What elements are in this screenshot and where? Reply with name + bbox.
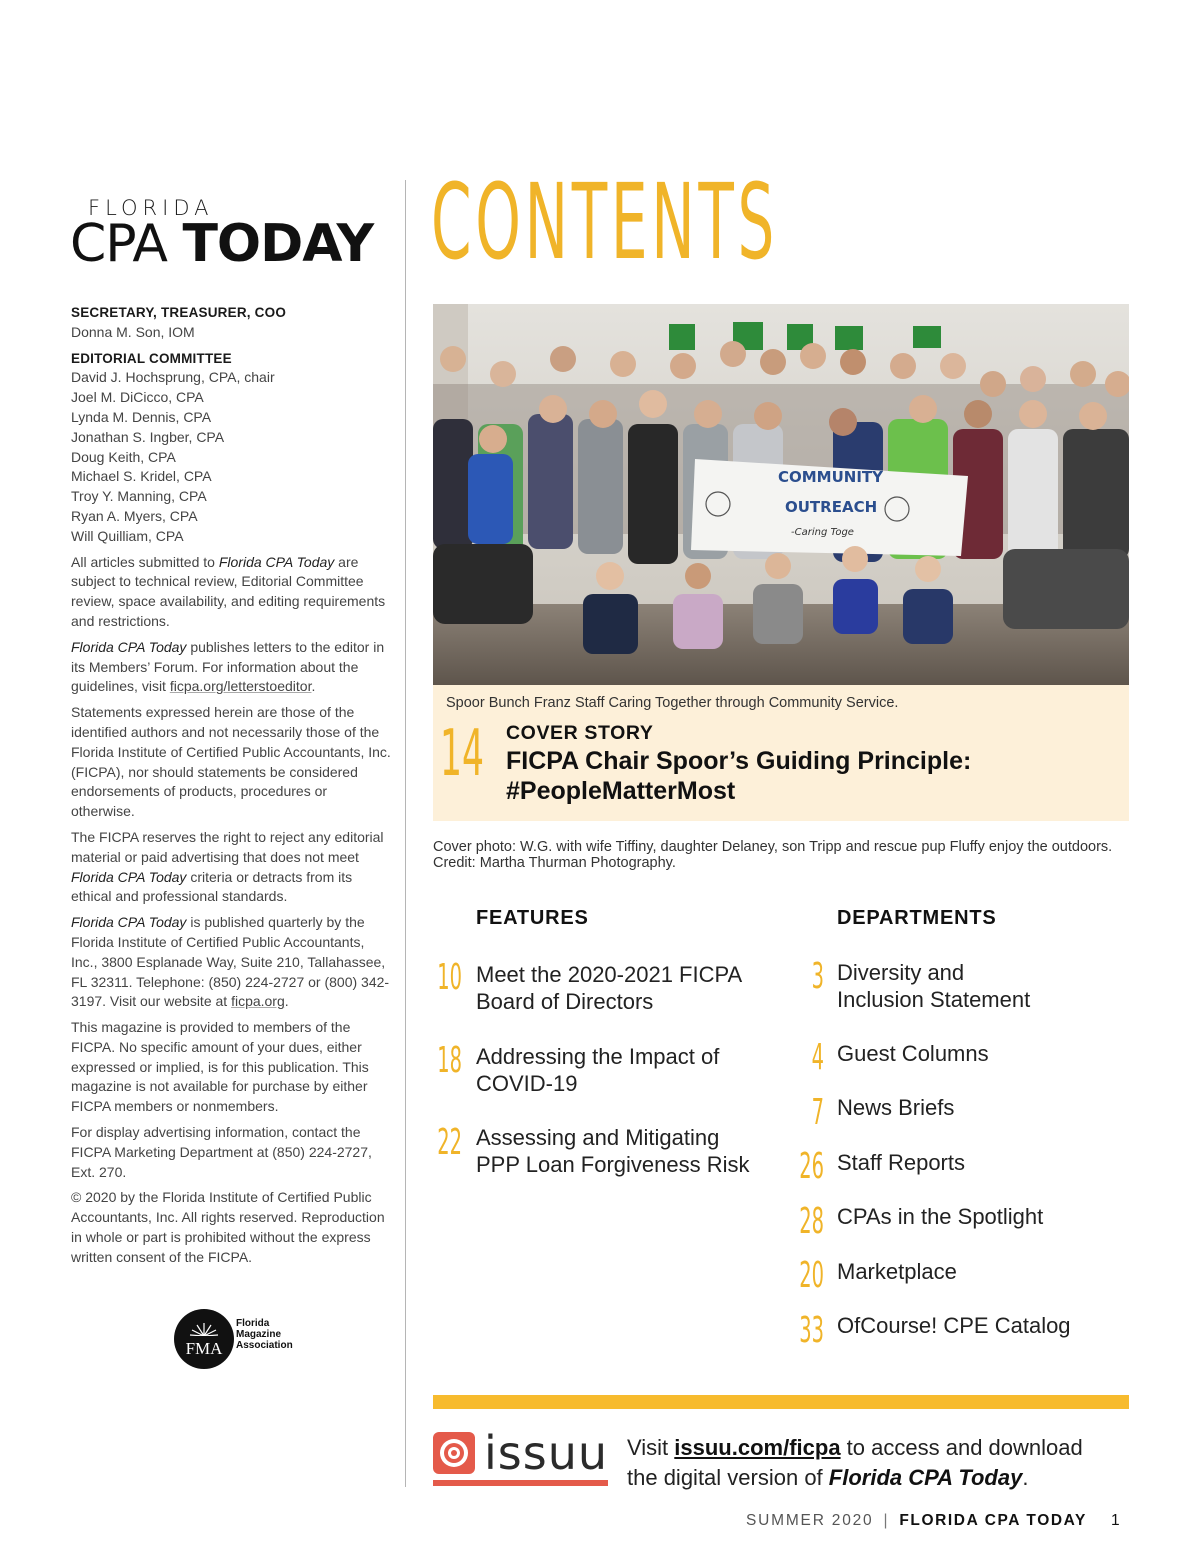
fma-name: Florida Magazine Association <box>236 1318 293 1351</box>
banner-line2: OUTREACH <box>785 498 878 516</box>
copyright: © 2020 by the Florida Institute of Certified Public Accountants, Inc. All rights reserved. Reproduction in whole or part is prohibited without the express written consent of the FICPA. <box>71 1189 385 1265</box>
departments-heading: DEPARTMENTS <box>837 907 997 929</box>
committee-member: Doug Keith, CPA <box>71 448 176 465</box>
logo <box>70 214 373 274</box>
department-item[interactable]: Staff Reports <box>837 1150 965 1175</box>
masthead <box>71 303 393 1268</box>
department-item[interactable]: CPAs in the Spotlight <box>837 1204 1044 1229</box>
fma-badge <box>174 1309 234 1369</box>
department-page-number: 3 <box>811 956 824 997</box>
secretary-name: Donna M. Son, IOM <box>71 323 195 340</box>
cover-story-label: COVER STORY <box>506 722 654 744</box>
committee-member: Joel M. DiCicco, CPA <box>71 389 204 406</box>
department-page-number: 4 <box>811 1037 824 1078</box>
logo-today: TODAY <box>182 214 374 274</box>
feature-page-number: 18 <box>437 1040 462 1081</box>
column-divider <box>405 180 406 1487</box>
feature-page-number: 22 <box>437 1122 462 1163</box>
page-footer: SUMMER 2020 | FLORIDA CPA TODAY 1 <box>746 1512 1122 1529</box>
logo-cpa: CPA <box>70 214 167 274</box>
cover-story-photo[interactable] <box>433 304 1129 685</box>
issuu-wordmark: issuu <box>484 1426 609 1480</box>
features-heading: FEATURES <box>476 907 589 929</box>
page-number: 1 <box>1110 1512 1122 1529</box>
cover-story-page-number: 14 <box>440 717 484 791</box>
department-item[interactable]: Diversity and Inclusion Statement <box>837 960 1031 1012</box>
banner-line3: -Caring Toge <box>791 527 854 538</box>
committee-member: Will Quilliam, CPA <box>71 527 184 544</box>
fma-letters: FMA <box>185 1339 223 1358</box>
committee-member: Michael S. Kridel, CPA <box>71 468 212 485</box>
committee-list <box>71 368 393 546</box>
issuu-logo-icon <box>433 1432 475 1474</box>
accent-bar <box>433 1395 1129 1409</box>
letters-policy: Florida CPA Today publishes letters to the editor in its Members’ Forum. For information about the guidelines, visit ficpa.org/letterstoeditor. <box>71 638 385 695</box>
footer-magazine: FLORIDA CPA TODAY <box>899 1512 1087 1529</box>
issue-season: SUMMER 2020 <box>746 1512 874 1529</box>
website-link[interactable]: ficpa.org <box>231 993 285 1010</box>
membership-note: This magazine is provided to members of the FICPA. No specific amount of your dues, either expressed or implied, is for this publication. This magazine is not available for purchase by either FICPA members or nonmembers. <box>71 1019 369 1115</box>
logo-florida: FLORIDA <box>88 196 214 220</box>
committee-member: Troy Y. Manning, CPA <box>71 488 207 505</box>
cover-photo-credit: Cover photo: W.G. with wife Tiffiny, daughter Delaney, son Tripp and rescue pup Fluffy enjoy the outdoors. Credit: Martha Thurman Photography. <box>433 839 1113 871</box>
cover-story-title[interactable]: FICPA Chair Spoor’s Guiding Principle: #PeopleMatterMost <box>506 747 972 805</box>
committee-member: Jonathan S. Ingber, CPA <box>71 428 225 445</box>
feature-item[interactable]: Assessing and Mitigating PPP Loan Forgiveness Risk <box>476 1125 750 1177</box>
committee-member: Lynda M. Dennis, CPA <box>71 408 212 425</box>
photo-caption: Spoor Bunch Franz Staff Caring Together through Community Service. <box>446 695 899 711</box>
department-page-number: 26 <box>799 1146 824 1187</box>
department-item[interactable]: OfCourse! CPE Catalog <box>837 1313 1071 1338</box>
feature-item[interactable]: Meet the 2020-2021 FICPA Board of Directors <box>476 962 743 1014</box>
committee-member: Ryan A. Myers, CPA <box>71 507 198 524</box>
community-outreach-banner <box>691 459 968 556</box>
issuu-link[interactable]: issuu.com/ficpa <box>674 1435 841 1460</box>
editorial-committee-heading: EDITORIAL COMMITTEE <box>71 350 232 366</box>
department-page-number: 33 <box>799 1310 824 1351</box>
department-item[interactable]: News Briefs <box>837 1095 955 1120</box>
advertising-contact: For display advertising information, contact the FICPA Marketing Department at (850) 224-2727, Ext. 270. <box>71 1124 372 1180</box>
publication-info: Florida CPA Today is published quarterly by the Florida Institute of Certified Public Accountants, Inc., 3800 Esplanade Way, Suite 210, Tallahassee, FL 32311. Telephone: (850) 224-2727 or (800) 342-3197. Visit our website at ficpa.org. <box>71 914 390 1010</box>
letters-link[interactable]: ficpa.org/letterstoeditor <box>169 678 312 695</box>
secretary-heading: SECRETARY, TREASURER, COO <box>71 305 287 320</box>
department-item[interactable]: Marketplace <box>837 1259 957 1284</box>
department-item[interactable]: Guest Columns <box>837 1041 989 1066</box>
issuu-underline <box>433 1480 608 1486</box>
rejection-policy: The FICPA reserves the right to reject any editorial material or paid advertising that does not meet Florida CPA Today criteria or detracts from its ethical and professional standards. <box>71 828 384 905</box>
fma-logo <box>174 1309 314 1371</box>
contents-title: CONTENTS <box>431 161 779 283</box>
committee-member: David J. Hochsprung, CPA, chair <box>71 369 275 386</box>
statements-disclaimer: Statements expressed herein are those of the identified authors and not necessarily those of the Florida Institute of Certified Public Accountants, Inc. (FICPA), nor should statements be considered endorsements of products, procedures or otherwise. <box>71 704 391 820</box>
department-page-number: 7 <box>811 1092 824 1133</box>
banner-line1: COMMUNITY <box>778 468 884 486</box>
submission-policy: All articles submitted to Florida CPA Today are subject to technical review, Editorial Committee review, space availability, and editing requirements and restrictions. <box>71 553 386 629</box>
department-page-number: 20 <box>799 1255 824 1296</box>
issuu-promo-text: Visit issuu.com/ficpa to access and download the digital version of Florida CPA Today. <box>627 1435 1083 1490</box>
department-page-number: 28 <box>799 1201 824 1242</box>
group-photo-illustration <box>433 304 1129 685</box>
feature-page-number: 10 <box>437 957 462 998</box>
feature-item[interactable]: Addressing the Impact of COVID-19 <box>476 1044 720 1096</box>
sunburst-icon <box>189 1321 219 1336</box>
